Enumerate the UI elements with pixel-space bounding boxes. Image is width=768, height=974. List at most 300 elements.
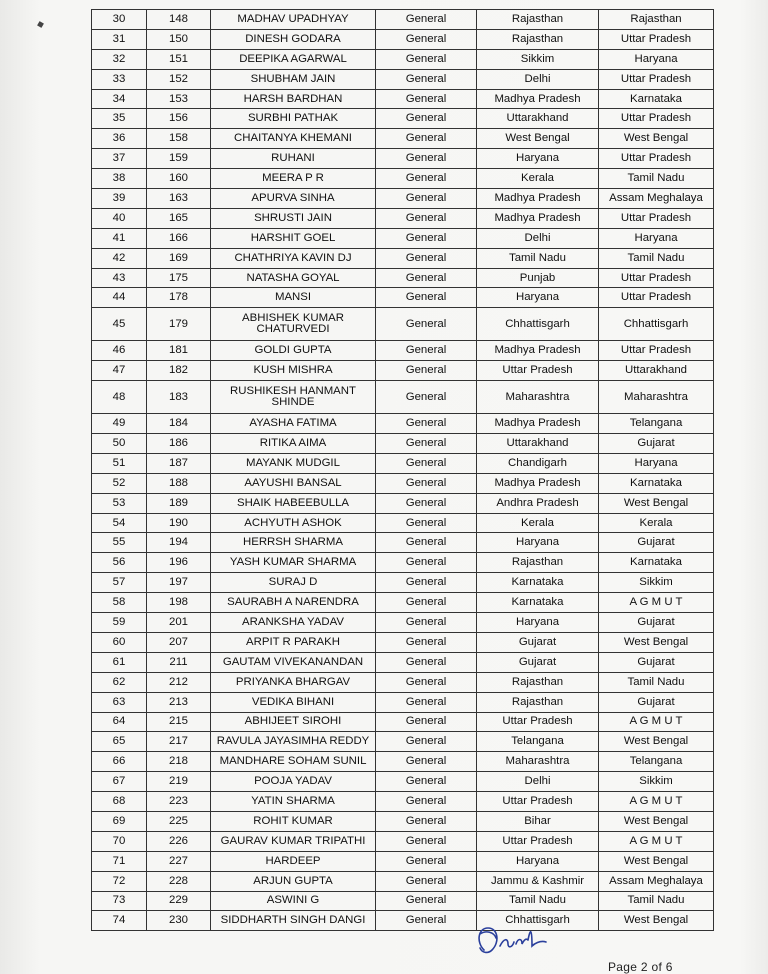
domicile-state-cell: Haryana <box>477 851 599 871</box>
table-row <box>92 772 714 792</box>
allocation-table-body <box>92 10 714 931</box>
serial-number-cell: 67 <box>92 772 147 792</box>
serial-number-cell: 74 <box>92 911 147 931</box>
candidate-name-cell: SIDDHARTH SINGH DANGI <box>211 911 376 931</box>
roll-number-cell: 223 <box>147 792 211 812</box>
serial-number-cell: 58 <box>92 593 147 613</box>
roll-number-cell: 184 <box>147 414 211 434</box>
category-cell: General <box>376 632 477 652</box>
category-cell: General <box>376 692 477 712</box>
domicile-state-cell: Haryana <box>477 533 599 553</box>
domicile-state-cell: Bihar <box>477 811 599 831</box>
domicile-state-cell: Sikkim <box>477 49 599 69</box>
roll-number-cell: 165 <box>147 208 211 228</box>
table-row <box>92 268 714 288</box>
roll-number-cell: 215 <box>147 712 211 732</box>
roll-number-cell: 187 <box>147 453 211 473</box>
domicile-state-cell: Maharashtra <box>477 381 599 414</box>
category-cell: General <box>376 69 477 89</box>
candidate-name-cell: YASH KUMAR SHARMA <box>211 553 376 573</box>
serial-number-cell: 54 <box>92 513 147 533</box>
roll-number-cell: 197 <box>147 573 211 593</box>
category-cell: General <box>376 268 477 288</box>
table-row <box>92 652 714 672</box>
domicile-state-cell: Chhattisgarh <box>477 911 599 931</box>
table-row <box>92 672 714 692</box>
domicile-state-cell: Haryana <box>477 613 599 633</box>
roll-number-cell: 182 <box>147 361 211 381</box>
domicile-state-cell: Karnataka <box>477 573 599 593</box>
table-row <box>92 533 714 553</box>
domicile-state-cell: Maharashtra <box>477 752 599 772</box>
candidate-name-cell: MAYANK MUDGIL <box>211 453 376 473</box>
allocated-cadre-cell: Uttar Pradesh <box>599 341 714 361</box>
category-cell: General <box>376 772 477 792</box>
serial-number-cell: 60 <box>92 632 147 652</box>
category-cell: General <box>376 573 477 593</box>
serial-number-cell: 66 <box>92 752 147 772</box>
table-row <box>92 414 714 434</box>
category-cell: General <box>376 49 477 69</box>
domicile-state-cell: Andhra Pradesh <box>477 493 599 513</box>
allocated-cadre-cell: Haryana <box>599 228 714 248</box>
category-cell: General <box>376 811 477 831</box>
candidate-name-cell: YATIN SHARMA <box>211 792 376 812</box>
roll-number-cell: 211 <box>147 652 211 672</box>
category-cell: General <box>376 831 477 851</box>
roll-number-cell: 179 <box>147 308 211 341</box>
allocated-cadre-cell: Tamil Nadu <box>599 672 714 692</box>
domicile-state-cell: Kerala <box>477 169 599 189</box>
domicile-state-cell: Uttarakhand <box>477 109 599 129</box>
serial-number-cell: 37 <box>92 149 147 169</box>
candidate-name-cell: ABHIJEET SIROHI <box>211 712 376 732</box>
allocated-cadre-cell: Karnataka <box>599 473 714 493</box>
table-row <box>92 851 714 871</box>
table-row <box>92 69 714 89</box>
domicile-state-cell: Tamil Nadu <box>477 248 599 268</box>
allocated-cadre-cell: West Bengal <box>599 851 714 871</box>
category-cell: General <box>376 672 477 692</box>
table-row <box>92 308 714 341</box>
candidate-name-cell: AAYUSHI BANSAL <box>211 473 376 493</box>
roll-number-cell: 225 <box>147 811 211 831</box>
domicile-state-cell: Tamil Nadu <box>477 891 599 911</box>
serial-number-cell: 57 <box>92 573 147 593</box>
domicile-state-cell: Haryana <box>477 288 599 308</box>
allocated-cadre-cell: West Bengal <box>599 129 714 149</box>
candidate-name-cell: ACHYUTH ASHOK <box>211 513 376 533</box>
category-cell: General <box>376 473 477 493</box>
allocated-cadre-cell: Tamil Nadu <box>599 891 714 911</box>
serial-number-cell: 32 <box>92 49 147 69</box>
candidate-name-cell: ARPIT R PARAKH <box>211 632 376 652</box>
allocated-cadre-cell: Gujarat <box>599 434 714 454</box>
category-cell: General <box>376 732 477 752</box>
serial-number-cell: 36 <box>92 129 147 149</box>
roll-number-cell: 178 <box>147 288 211 308</box>
candidate-name-cell: MANDHARE SOHAM SUNIL <box>211 752 376 772</box>
table-row <box>92 89 714 109</box>
category-cell: General <box>376 149 477 169</box>
domicile-state-cell: Chhattisgarh <box>477 308 599 341</box>
allocated-cadre-cell: Uttar Pradesh <box>599 268 714 288</box>
table-row <box>92 10 714 30</box>
serial-number-cell: 47 <box>92 361 147 381</box>
table-row <box>92 228 714 248</box>
serial-number-cell: 31 <box>92 29 147 49</box>
domicile-state-cell: Rajasthan <box>477 692 599 712</box>
table-row <box>92 169 714 189</box>
allocated-cadre-cell: Uttar Pradesh <box>599 109 714 129</box>
serial-number-cell: 59 <box>92 613 147 633</box>
category-cell: General <box>376 361 477 381</box>
candidate-name-cell: SHRUSTI JAIN <box>211 208 376 228</box>
table-row <box>92 248 714 268</box>
roll-number-cell: 219 <box>147 772 211 792</box>
domicile-state-cell: Uttar Pradesh <box>477 792 599 812</box>
candidate-name-cell: GOLDI GUPTA <box>211 341 376 361</box>
table-row <box>92 109 714 129</box>
serial-number-cell: 49 <box>92 414 147 434</box>
allocated-cadre-cell: Sikkim <box>599 573 714 593</box>
candidate-name-cell: KUSH MISHRA <box>211 361 376 381</box>
roll-number-cell: 213 <box>147 692 211 712</box>
roll-number-cell: 181 <box>147 341 211 361</box>
table-row <box>92 288 714 308</box>
roll-number-cell: 190 <box>147 513 211 533</box>
roll-number-cell: 169 <box>147 248 211 268</box>
signature-icon <box>470 920 550 958</box>
candidate-name-cell: VEDIKA BIHANI <box>211 692 376 712</box>
serial-number-cell: 48 <box>92 381 147 414</box>
allocated-cadre-cell: Tamil Nadu <box>599 248 714 268</box>
roll-number-cell: 229 <box>147 891 211 911</box>
table-row <box>92 513 714 533</box>
candidate-name-cell: MEERA P R <box>211 169 376 189</box>
candidate-name-cell: RITIKA AIMA <box>211 434 376 454</box>
category-cell: General <box>376 792 477 812</box>
candidate-name-cell: ARANKSHA YADAV <box>211 613 376 633</box>
table-row <box>92 208 714 228</box>
domicile-state-cell: Delhi <box>477 69 599 89</box>
roll-number-cell: 218 <box>147 752 211 772</box>
candidate-name-cell: SURBHI PATHAK <box>211 109 376 129</box>
category-cell: General <box>376 493 477 513</box>
domicile-state-cell: Gujarat <box>477 632 599 652</box>
allocation-table <box>91 9 714 931</box>
table-row <box>92 361 714 381</box>
serial-number-cell: 45 <box>92 308 147 341</box>
category-cell: General <box>376 871 477 891</box>
category-cell: General <box>376 414 477 434</box>
category-cell: General <box>376 752 477 772</box>
category-cell: General <box>376 553 477 573</box>
table-row <box>92 473 714 493</box>
serial-number-cell: 42 <box>92 248 147 268</box>
domicile-state-cell: Madhya Pradesh <box>477 414 599 434</box>
candidate-name-cell: SHAIK HABEEBULLA <box>211 493 376 513</box>
roll-number-cell: 153 <box>147 89 211 109</box>
serial-number-cell: 52 <box>92 473 147 493</box>
candidate-name-cell: GAUTAM VIVEKANANDAN <box>211 652 376 672</box>
allocated-cadre-cell: A G M U T <box>599 593 714 613</box>
roll-number-cell: 150 <box>147 29 211 49</box>
category-cell: General <box>376 189 477 209</box>
candidate-name-cell: CHATHRIYA KAVIN DJ <box>211 248 376 268</box>
category-cell: General <box>376 308 477 341</box>
allocated-cadre-cell: Karnataka <box>599 89 714 109</box>
allocated-cadre-cell: Gujarat <box>599 613 714 633</box>
roll-number-cell: 186 <box>147 434 211 454</box>
domicile-state-cell: Madhya Pradesh <box>477 189 599 209</box>
serial-number-cell: 68 <box>92 792 147 812</box>
domicile-state-cell: Haryana <box>477 149 599 169</box>
domicile-state-cell: Delhi <box>477 772 599 792</box>
domicile-state-cell: Rajasthan <box>477 29 599 49</box>
table-row <box>92 434 714 454</box>
table-row <box>92 613 714 633</box>
allocated-cadre-cell: Kerala <box>599 513 714 533</box>
serial-number-cell: 73 <box>92 891 147 911</box>
allocated-cadre-cell: Haryana <box>599 49 714 69</box>
roll-number-cell: 212 <box>147 672 211 692</box>
candidate-name-cell: GAURAV KUMAR TRIPATHI <box>211 831 376 851</box>
roll-number-cell: 228 <box>147 871 211 891</box>
domicile-state-cell: Delhi <box>477 228 599 248</box>
serial-number-cell: 71 <box>92 851 147 871</box>
table-row <box>92 381 714 414</box>
domicile-state-cell: Uttar Pradesh <box>477 831 599 851</box>
roll-number-cell: 175 <box>147 268 211 288</box>
candidate-name-cell: SHUBHAM JAIN <box>211 69 376 89</box>
serial-number-cell: 44 <box>92 288 147 308</box>
serial-number-cell: 34 <box>92 89 147 109</box>
category-cell: General <box>376 712 477 732</box>
roll-number-cell: 152 <box>147 69 211 89</box>
candidate-name-cell: APURVA SINHA <box>211 189 376 209</box>
allocated-cadre-cell: West Bengal <box>599 632 714 652</box>
table-row <box>92 891 714 911</box>
domicile-state-cell: Uttarakhand <box>477 434 599 454</box>
domicile-state-cell: Madhya Pradesh <box>477 208 599 228</box>
domicile-state-cell: Uttar Pradesh <box>477 712 599 732</box>
allocated-cadre-cell: Karnataka <box>599 553 714 573</box>
roll-number-cell: 189 <box>147 493 211 513</box>
allocated-cadre-cell: Gujarat <box>599 652 714 672</box>
allocated-cadre-cell: Chhattisgarh <box>599 308 714 341</box>
candidate-name-cell: ARJUN GUPTA <box>211 871 376 891</box>
candidate-name-cell: MADHAV UPADHYAY <box>211 10 376 30</box>
candidate-name-cell: DEEPIKA AGARWAL <box>211 49 376 69</box>
candidate-name-cell: NATASHA GOYAL <box>211 268 376 288</box>
allocated-cadre-cell: Uttar Pradesh <box>599 29 714 49</box>
serial-number-cell: 69 <box>92 811 147 831</box>
category-cell: General <box>376 288 477 308</box>
allocated-cadre-cell: Telangana <box>599 414 714 434</box>
table-row <box>92 553 714 573</box>
candidate-name-cell: PRIYANKA BHARGAV <box>211 672 376 692</box>
category-cell: General <box>376 109 477 129</box>
category-cell: General <box>376 169 477 189</box>
category-cell: General <box>376 851 477 871</box>
domicile-state-cell: Madhya Pradesh <box>477 89 599 109</box>
allocated-cadre-cell: West Bengal <box>599 732 714 752</box>
allocated-cadre-cell: West Bengal <box>599 811 714 831</box>
roll-number-cell: 158 <box>147 129 211 149</box>
roll-number-cell: 183 <box>147 381 211 414</box>
roll-number-cell: 230 <box>147 911 211 931</box>
serial-number-cell: 35 <box>92 109 147 129</box>
candidate-name-cell: MANSI <box>211 288 376 308</box>
roll-number-cell: 196 <box>147 553 211 573</box>
table-row <box>92 341 714 361</box>
roll-number-cell: 163 <box>147 189 211 209</box>
roll-number-cell: 217 <box>147 732 211 752</box>
serial-number-cell: 62 <box>92 672 147 692</box>
domicile-state-cell: Gujarat <box>477 652 599 672</box>
scan-mark <box>37 21 44 28</box>
allocated-cadre-cell: Uttarakhand <box>599 361 714 381</box>
serial-number-cell: 55 <box>92 533 147 553</box>
serial-number-cell: 51 <box>92 453 147 473</box>
allocated-cadre-cell: Uttar Pradesh <box>599 288 714 308</box>
table-row <box>92 831 714 851</box>
page-number: Page 2 of 6 <box>608 960 673 974</box>
serial-number-cell: 30 <box>92 10 147 30</box>
table-row <box>92 911 714 931</box>
candidate-name-cell: SURAJ D <box>211 573 376 593</box>
allocated-cadre-cell: Assam Meghalaya <box>599 189 714 209</box>
domicile-state-cell: Jammu & Kashmir <box>477 871 599 891</box>
allocated-cadre-cell: Sikkim <box>599 772 714 792</box>
allocated-cadre-cell: Gujarat <box>599 692 714 712</box>
allocated-cadre-cell: Gujarat <box>599 533 714 553</box>
roll-number-cell: 201 <box>147 613 211 633</box>
serial-number-cell: 46 <box>92 341 147 361</box>
category-cell: General <box>376 513 477 533</box>
table-row <box>92 712 714 732</box>
candidate-name-cell: DINESH GODARA <box>211 29 376 49</box>
domicile-state-cell: Punjab <box>477 268 599 288</box>
allocated-cadre-cell: Uttar Pradesh <box>599 149 714 169</box>
allocated-cadre-cell: Telangana <box>599 752 714 772</box>
roll-number-cell: 151 <box>147 49 211 69</box>
category-cell: General <box>376 29 477 49</box>
category-cell: General <box>376 652 477 672</box>
category-cell: General <box>376 891 477 911</box>
roll-number-cell: 160 <box>147 169 211 189</box>
allocated-cadre-cell: Tamil Nadu <box>599 169 714 189</box>
allocated-cadre-cell: Assam Meghalaya <box>599 871 714 891</box>
category-cell: General <box>376 911 477 931</box>
roll-number-cell: 159 <box>147 149 211 169</box>
candidate-name-cell: RUHANI <box>211 149 376 169</box>
category-cell: General <box>376 228 477 248</box>
domicile-state-cell: Rajasthan <box>477 553 599 573</box>
roll-number-cell: 207 <box>147 632 211 652</box>
candidate-name-cell: HARSH BARDHAN <box>211 89 376 109</box>
allocated-cadre-cell: Uttar Pradesh <box>599 208 714 228</box>
candidate-name-cell: CHAITANYA KHEMANI <box>211 129 376 149</box>
allocated-cadre-cell: Haryana <box>599 453 714 473</box>
candidate-name-cell: HARSHIT GOEL <box>211 228 376 248</box>
allocated-cadre-cell: Maharashtra <box>599 381 714 414</box>
candidate-name-cell: SAURABH A NARENDRA <box>211 593 376 613</box>
table-row <box>92 29 714 49</box>
roll-number-cell: 198 <box>147 593 211 613</box>
domicile-state-cell: Rajasthan <box>477 672 599 692</box>
serial-number-cell: 56 <box>92 553 147 573</box>
category-cell: General <box>376 129 477 149</box>
serial-number-cell: 40 <box>92 208 147 228</box>
table-row <box>92 593 714 613</box>
domicile-state-cell: Karnataka <box>477 593 599 613</box>
roll-number-cell: 156 <box>147 109 211 129</box>
allocated-cadre-cell: West Bengal <box>599 911 714 931</box>
roll-number-cell: 194 <box>147 533 211 553</box>
roll-number-cell: 226 <box>147 831 211 851</box>
serial-number-cell: 43 <box>92 268 147 288</box>
serial-number-cell: 63 <box>92 692 147 712</box>
domicile-state-cell: Madhya Pradesh <box>477 341 599 361</box>
table-row <box>92 189 714 209</box>
allocated-cadre-cell: A G M U T <box>599 792 714 812</box>
table-row <box>92 149 714 169</box>
domicile-state-cell: Chandigarh <box>477 453 599 473</box>
table-row <box>92 792 714 812</box>
domicile-state-cell: Telangana <box>477 732 599 752</box>
serial-number-cell: 72 <box>92 871 147 891</box>
allocated-cadre-cell: A G M U T <box>599 831 714 851</box>
category-cell: General <box>376 453 477 473</box>
serial-number-cell: 50 <box>92 434 147 454</box>
serial-number-cell: 61 <box>92 652 147 672</box>
serial-number-cell: 64 <box>92 712 147 732</box>
candidate-name-cell: ROHIT KUMAR <box>211 811 376 831</box>
domicile-state-cell: Rajasthan <box>477 10 599 30</box>
category-cell: General <box>376 613 477 633</box>
allocated-cadre-cell: A G M U T <box>599 712 714 732</box>
roll-number-cell: 166 <box>147 228 211 248</box>
category-cell: General <box>376 10 477 30</box>
candidate-name-cell: HARDEEP <box>211 851 376 871</box>
table-row <box>92 692 714 712</box>
table-row <box>92 752 714 772</box>
domicile-state-cell: Madhya Pradesh <box>477 473 599 493</box>
serial-number-cell: 39 <box>92 189 147 209</box>
serial-number-cell: 53 <box>92 493 147 513</box>
allocated-cadre-cell: West Bengal <box>599 493 714 513</box>
candidate-name-cell: ASWINI G <box>211 891 376 911</box>
candidate-name-cell: RUSHIKESH HANMANT SHINDE <box>211 381 376 414</box>
domicile-state-cell: West Bengal <box>477 129 599 149</box>
domicile-state-cell: Kerala <box>477 513 599 533</box>
candidate-name-cell: POOJA YADAV <box>211 772 376 792</box>
serial-number-cell: 33 <box>92 69 147 89</box>
table-row <box>92 732 714 752</box>
serial-number-cell: 70 <box>92 831 147 851</box>
serial-number-cell: 65 <box>92 732 147 752</box>
table-row <box>92 871 714 891</box>
table-row <box>92 49 714 69</box>
candidate-name-cell: ABHISHEK KUMAR CHATURVEDI <box>211 308 376 341</box>
table-row <box>92 811 714 831</box>
table-row <box>92 632 714 652</box>
table-row <box>92 453 714 473</box>
candidate-name-cell: HERRSH SHARMA <box>211 533 376 553</box>
roll-number-cell: 148 <box>147 10 211 30</box>
